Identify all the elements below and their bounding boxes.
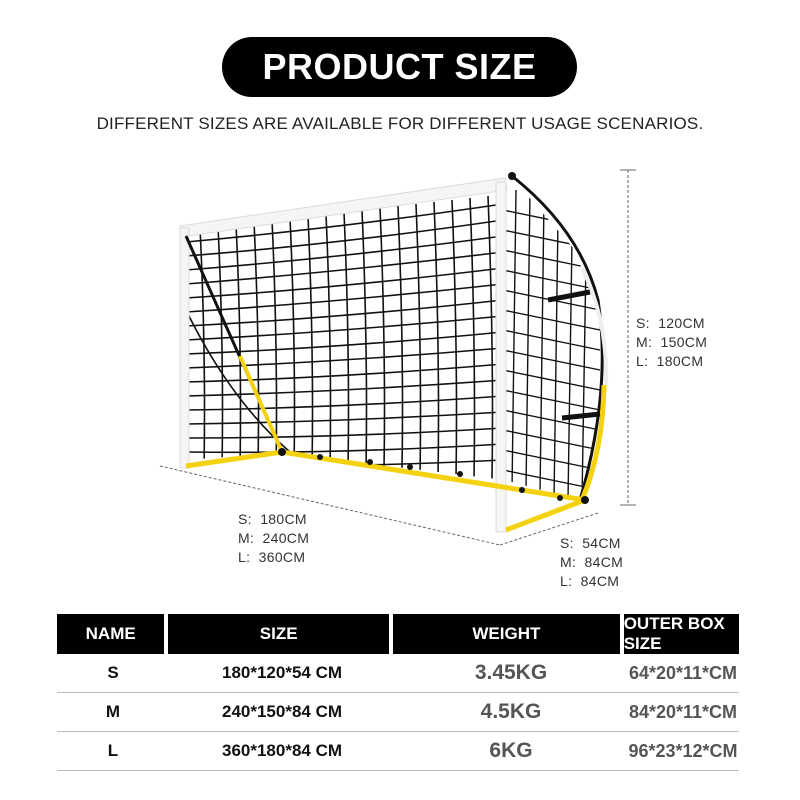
support-arc (512, 176, 602, 500)
title-banner (222, 37, 577, 97)
row-size: 240*150*84 CM (221, 702, 343, 721)
row-name: M (105, 702, 121, 721)
depth-l: L: 84CM (560, 573, 620, 589)
row-weight: 4.5KG (480, 700, 542, 723)
row-weight: 3.45KG (474, 661, 548, 684)
width-l: L: 360CM (238, 549, 306, 565)
row-size: 180*120*54 CM (221, 663, 343, 682)
table-header (57, 614, 739, 654)
height-l: L: 180CM (636, 353, 704, 369)
width-s: S: 180CM (238, 511, 307, 527)
row-name: L (107, 741, 119, 760)
table-row (57, 654, 739, 693)
height-dimensions (636, 314, 707, 371)
width-dimensions (238, 510, 309, 567)
row-box-size: 64*20*11*CM (628, 662, 738, 683)
page-title: PRODUCT SIZE (262, 46, 537, 87)
depth-m: M: 84CM (560, 554, 624, 570)
header-name: NAME (57, 614, 164, 654)
row-box-size: 84*20*11*CM (628, 701, 738, 722)
table-row (57, 732, 739, 771)
header-box-size: OUTER BOX SIZE (624, 614, 739, 654)
goal-illustration (0, 150, 800, 600)
table-row (57, 693, 739, 732)
header-size: SIZE (168, 614, 389, 654)
row-box-size: 96*23*12*CM (628, 740, 738, 761)
height-m: M: 150CM (636, 334, 708, 350)
depth-s: S: 54CM (560, 535, 621, 551)
row-size: 360*180*84 CM (221, 741, 343, 760)
width-m: M: 240CM (238, 530, 310, 546)
depth-dimensions (560, 534, 623, 591)
page-subtitle: DIFFERENT SIZES ARE AVAILABLE FOR DIFFERENT USAGE SCENARIOS. (96, 114, 704, 133)
header-weight: WEIGHT (393, 614, 620, 654)
size-table (57, 614, 739, 771)
row-name: S (107, 663, 119, 682)
row-weight: 6KG (489, 739, 533, 762)
height-s: S: 120CM (636, 315, 705, 331)
